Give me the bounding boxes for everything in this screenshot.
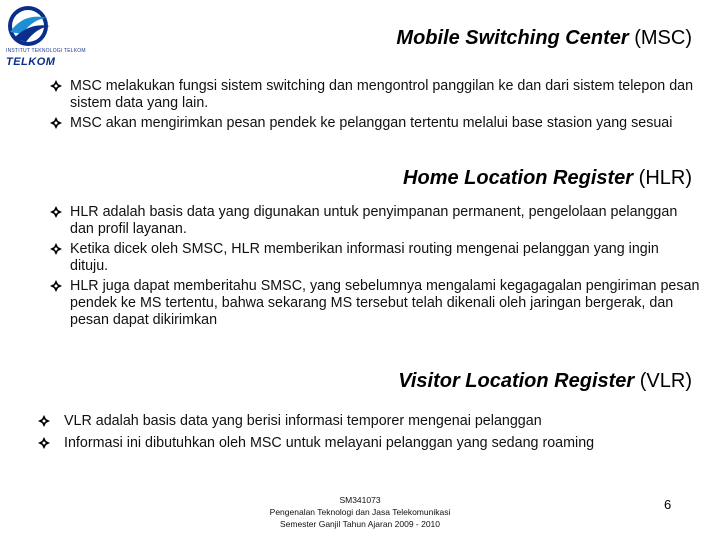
telkom-logo-icon — [4, 4, 56, 48]
list-item-text: VLR adalah basis data yang berisi informasi temporer mengenai pelanggan — [64, 413, 542, 429]
heading-vlr — [398, 370, 692, 393]
list-item — [50, 241, 700, 275]
msc-bullet-list — [50, 78, 700, 135]
course-title: Pengenalan Teknologi dan Jasa Telekomunikasi — [269, 507, 451, 517]
list-item-text: MSC melakukan fungsi sistem switching dan mengontrol panggilan ke dan dari sistem telepon dan sistem data yang lain. — [70, 78, 694, 111]
logo-brand: TELKOM — [6, 56, 56, 68]
diamond-bullet-icon — [50, 80, 62, 92]
diamond-bullet-icon — [50, 117, 62, 129]
list-item — [38, 435, 708, 452]
slide-footer — [230, 494, 490, 530]
semester-label: Semester Ganjil Tahun Ajaran 2009 - 2010 — [279, 519, 441, 529]
list-item — [50, 78, 700, 112]
list-item — [50, 278, 700, 329]
heading-abbr: (HLR) — [638, 167, 692, 189]
list-item — [50, 115, 700, 132]
vlr-bullet-list — [38, 413, 708, 457]
logo-tagline: INSTITUT TEKNOLOGI TELKOM — [6, 48, 86, 54]
heading-term: Mobile Switching Center — [396, 27, 629, 49]
diamond-bullet-icon — [50, 206, 62, 218]
heading-abbr: (VLR) — [639, 370, 692, 392]
list-item-text: HLR adalah basis data yang digunakan untuk penyimpanan permanent, pengelolaan pelanggan dan profil layanan. — [70, 204, 678, 237]
heading-term: Visitor Location Register — [398, 370, 635, 392]
diamond-bullet-icon — [38, 415, 50, 427]
list-item-text: HLR juga dapat memberitahu SMSC, yang sebelumnya mengalami kegagagalan pengiriman pesan pendek ke MS tertentu, bahwa sekarang MS tersebut telah dikenali oleh jaringan bergerak, dan pesan dapat dikirimkan — [70, 278, 700, 328]
diamond-bullet-icon — [50, 243, 62, 255]
list-item — [38, 413, 708, 430]
list-item-text: Informasi ini dibutuhkan oleh MSC untuk melayani pelanggan yang sedang roaming — [64, 435, 595, 451]
heading-abbr: (MSC) — [634, 27, 692, 49]
heading-term: Home Location Register — [403, 167, 634, 189]
page-number: 6 — [664, 497, 672, 512]
telkom-logo — [4, 4, 86, 70]
course-code: SM341073 — [339, 495, 381, 505]
diamond-bullet-icon — [50, 280, 62, 292]
hlr-bullet-list — [50, 204, 700, 332]
list-item — [50, 204, 700, 238]
heading-msc — [396, 27, 692, 50]
list-item-text: MSC akan mengirimkan pesan pendek ke pelanggan tertentu melalui base stasion yang sesuai — [70, 115, 673, 131]
heading-hlr — [403, 167, 692, 190]
list-item-text: Ketika dicek oleh SMSC, HLR memberikan informasi routing mengenai pelanggan yang ingin dituju. — [70, 241, 659, 274]
diamond-bullet-icon — [38, 437, 50, 449]
